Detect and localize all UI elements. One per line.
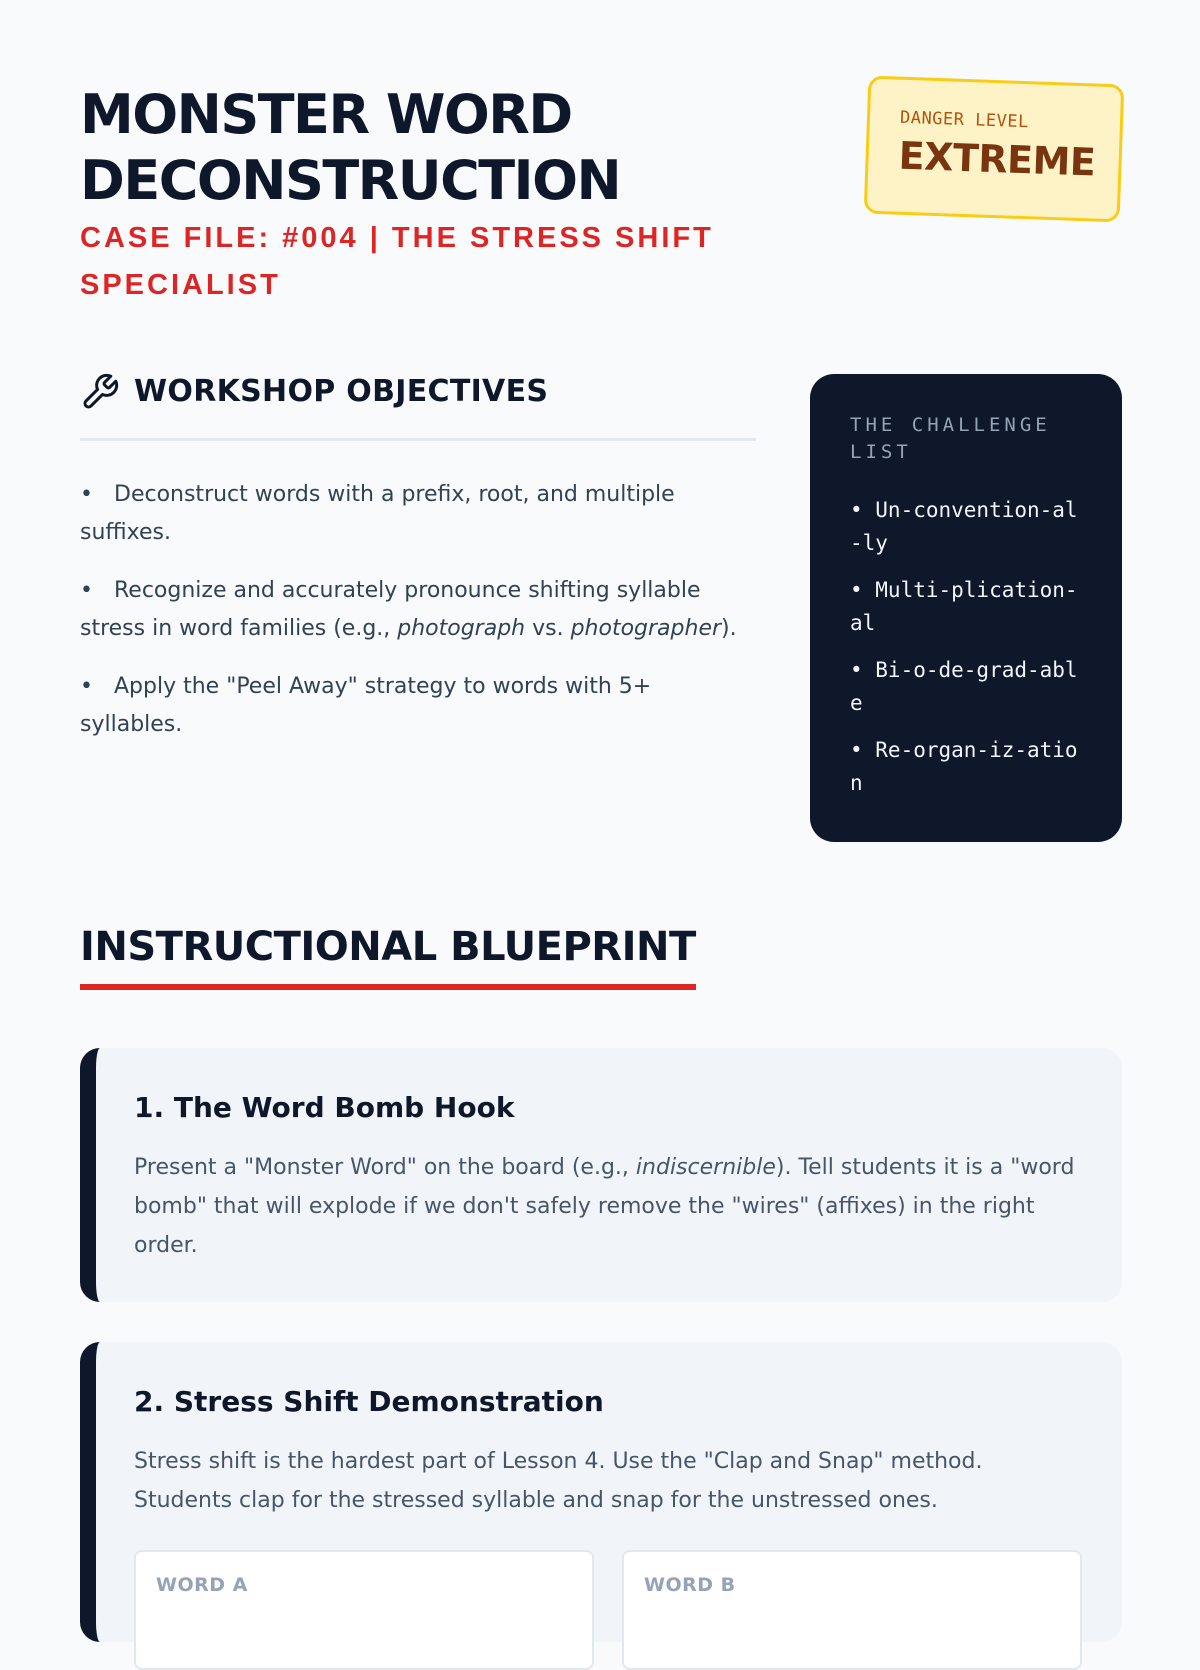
objectives-title: WORKSHOP OBJECTIVES — [134, 374, 549, 409]
word-b-box — [622, 1550, 1082, 1670]
blueprint-title: INSTRUCTIONAL BLUEPRINT — [80, 918, 696, 990]
challenge-item: • Bi-o-de-grad-able — [850, 658, 1078, 715]
step-body: Stress shift is the hardest part of Lesson 4. Use the "Clap and Snap" method. Students clap for the stressed syllable and snap for the unstressed ones. — [134, 1449, 983, 1513]
danger-level-badge — [864, 76, 1125, 223]
word-comparison-row — [134, 1550, 1082, 1670]
challenge-item: • Un-convention-al-ly — [850, 498, 1078, 555]
word-a-box — [134, 1550, 594, 1670]
step-card-stress-shift — [80, 1342, 1122, 1642]
step-card-word-bomb-hook — [80, 1048, 1122, 1302]
wrench-icon — [80, 372, 120, 412]
title-line-1: MONSTER WORD — [80, 83, 572, 146]
danger-level-value: EXTREME — [897, 133, 1097, 185]
challenge-item: • Re-organ-iz-ation — [850, 738, 1078, 795]
danger-level-label: DANGER LEVEL — [899, 107, 1030, 133]
challenge-list-title: THE CHALLENGE LIST — [850, 414, 1051, 463]
challenge-item: • Multi-plication-al — [850, 578, 1078, 635]
challenge-list-panel — [810, 374, 1122, 842]
step-heading: 1. The Word Bomb Hook — [134, 1091, 515, 1124]
objectives-header — [80, 372, 756, 441]
case-file-subtitle: CASE FILE: #004 | THE STRESS SHIFT SPECIALIST — [80, 222, 714, 301]
word-b-label: WORD B — [644, 1574, 736, 1596]
list-item: • Deconstruct words with a prefix, root, and multiple suffixes. — [80, 482, 675, 545]
objectives-list — [80, 476, 756, 764]
title-line-2: DECONSTRUCTION — [80, 149, 621, 212]
step-body: Present a "Monster Word" on the board (e.g., indiscernible). Tell students it is a "word bomb" that will explode if we don't safely remove the "wires" (affixes) in the right order. — [134, 1155, 1075, 1258]
step-heading: 2. Stress Shift Demonstration — [134, 1385, 604, 1418]
word-a-label: WORD A — [156, 1574, 248, 1596]
page-title — [80, 82, 780, 214]
list-item: • Recognize and accurately pronounce shifting syllable stress in word families (e.g., photograph vs. photographer). — [80, 578, 737, 641]
list-item: • Apply the "Peel Away" strategy to words with 5+ syllables. — [80, 674, 652, 737]
challenge-list — [850, 494, 1082, 800]
